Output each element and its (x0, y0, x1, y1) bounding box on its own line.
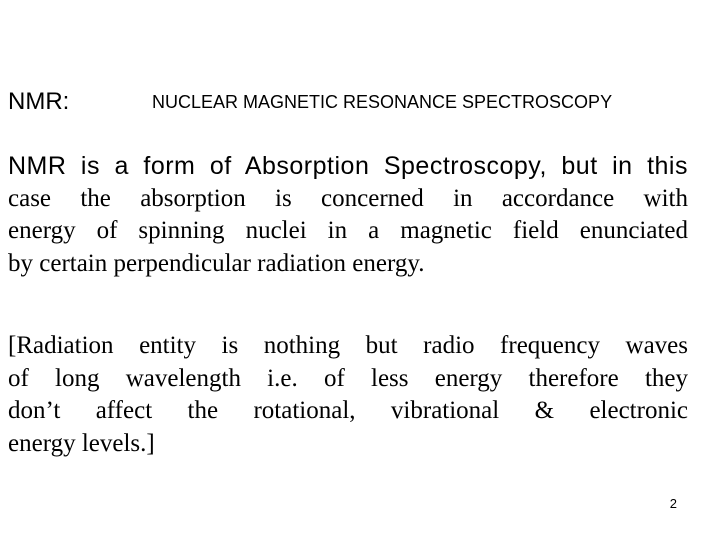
paragraph-line: NMR is a form of Absorption Spectroscopy, but in this (8, 152, 688, 180)
heading-label: NMR: (8, 88, 70, 115)
paragraph-line: of long wavelength i.e. of less energy therefore they (8, 364, 688, 392)
paragraph-line: don’t affect the rotational, vibrational & electronic (8, 397, 688, 424)
page-number: 2 (669, 496, 677, 511)
paragraph-line: case the absorption is concerned in accordance with (8, 184, 688, 212)
heading-title: NUCLEAR MAGNETIC RESONANCE SPECTROSCOPY (152, 92, 613, 112)
paragraph-line: energy of spinning nuclei in a magnetic field enunciated (8, 217, 688, 244)
paragraph-note (8, 330, 688, 460)
paragraph-line: by certain perpendicular radiation energy. (8, 249, 425, 277)
paragraph-line: [Radiation entity is nothing but radio frequency waves (8, 332, 688, 359)
paragraph-line: energy levels.] (8, 429, 155, 457)
paragraph-definition (8, 150, 688, 280)
